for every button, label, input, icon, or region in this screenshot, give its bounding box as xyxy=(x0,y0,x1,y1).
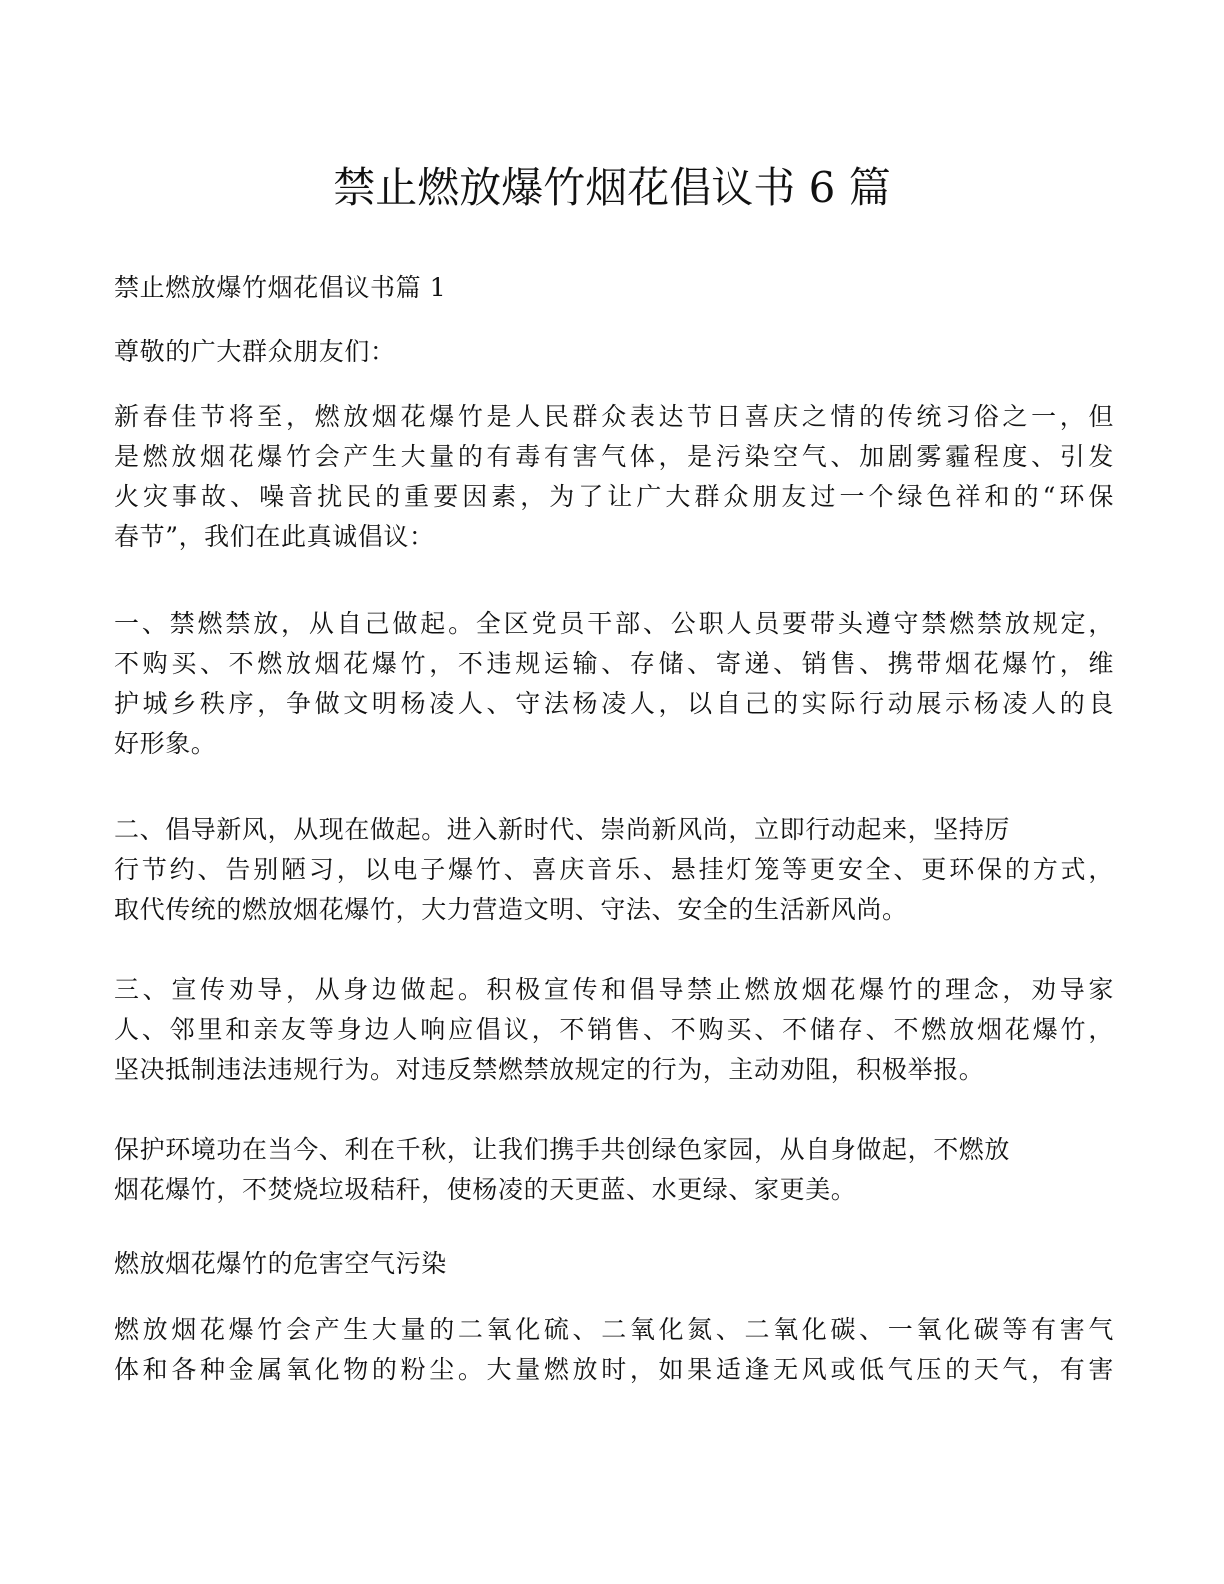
text-line: 禁止燃放爆竹烟花倡议书篇 1 xyxy=(114,273,447,302)
text-line: 春节”，我们在此真诚倡议： xyxy=(114,522,435,551)
text-line: 护城乡秩序，争做文明杨凌人、守法杨凌人，以自己的实际行动展示杨凌人的良 xyxy=(114,689,1114,718)
hazards-paragraph xyxy=(114,1310,1114,1390)
proposal-point-three xyxy=(114,970,1114,1090)
proposal-point-one xyxy=(114,604,1114,764)
text-line: 体和各种金属氧化物的粉尘。大量燃放时，如果适逢无风或低气压的天气，有害 xyxy=(114,1355,1114,1384)
text-line: 人、邻里和亲友等身边人响应倡议，不销售、不购买、不储存、不燃放烟花爆竹， xyxy=(114,1015,1114,1044)
text-line: 燃放烟花爆竹的危害空气污染 xyxy=(114,1249,447,1278)
text-line: 保护环境功在当今、利在千秋，让我们携手共创绿色家园，从自身做起，不燃放 xyxy=(114,1135,1011,1164)
text-line: 尊敬的广大群众朋友们： xyxy=(114,337,396,366)
subsection-heading xyxy=(114,1244,1114,1284)
salutation xyxy=(114,332,1114,372)
text-line: 行节约、告别陋习，以电子爆竹、喜庆音乐、悬挂灯笼等更安全、更环保的方式， xyxy=(114,855,1114,884)
text-line: 坚决抵制违法违规行为。对违反禁燃禁放规定的行为，主动劝阻，积极举报。 xyxy=(114,1055,985,1084)
text-line: 二、倡导新风，从现在做起。进入新时代、崇尚新风尚，立即行动起来，坚持厉 xyxy=(114,815,1011,844)
section-heading xyxy=(114,268,1114,308)
text-line: 火灾事故、噪音扰民的重要因素，为了让广大群众朋友过一个绿色祥和的“环保 xyxy=(114,482,1114,511)
closing-paragraph xyxy=(114,1130,1114,1210)
document-title: 禁止燃放爆竹烟花倡议书 6 篇 xyxy=(333,163,891,212)
text-line: 燃放烟花爆竹会产生大量的二氧化硫、二氧化氮、二氧化碳、一氧化碳等有害气 xyxy=(114,1315,1114,1344)
text-line: 不购买、不燃放烟花爆竹，不违规运输、存储、寄递、销售、携带烟花爆竹，维 xyxy=(114,649,1114,678)
text-line: 新春佳节将至，燃放烟花爆竹是人民群众表达节日喜庆之情的传统习俗之一，但 xyxy=(114,402,1114,431)
text-line: 好形象。 xyxy=(114,729,217,758)
text-line: 取代传统的燃放烟花爆竹，大力营造文明、守法、安全的生活新风尚。 xyxy=(114,895,908,924)
intro-paragraph xyxy=(114,397,1114,557)
text-line: 烟花爆竹，不焚烧垃圾秸秆，使杨凌的天更蓝、水更绿、家更美。 xyxy=(114,1175,857,1204)
text-line: 三、宣传劝导，从身边做起。积极宣传和倡导禁止燃放烟花爆竹的理念，劝导家 xyxy=(114,975,1114,1004)
text-line: 是燃放烟花爆竹会产生大量的有毒有害气体，是污染空气、加剧雾霾程度、引发 xyxy=(114,442,1114,471)
proposal-point-two xyxy=(114,810,1114,930)
text-line: 一、禁燃禁放，从自己做起。全区党员干部、公职人员要带头遵守禁燃禁放规定， xyxy=(114,609,1114,638)
